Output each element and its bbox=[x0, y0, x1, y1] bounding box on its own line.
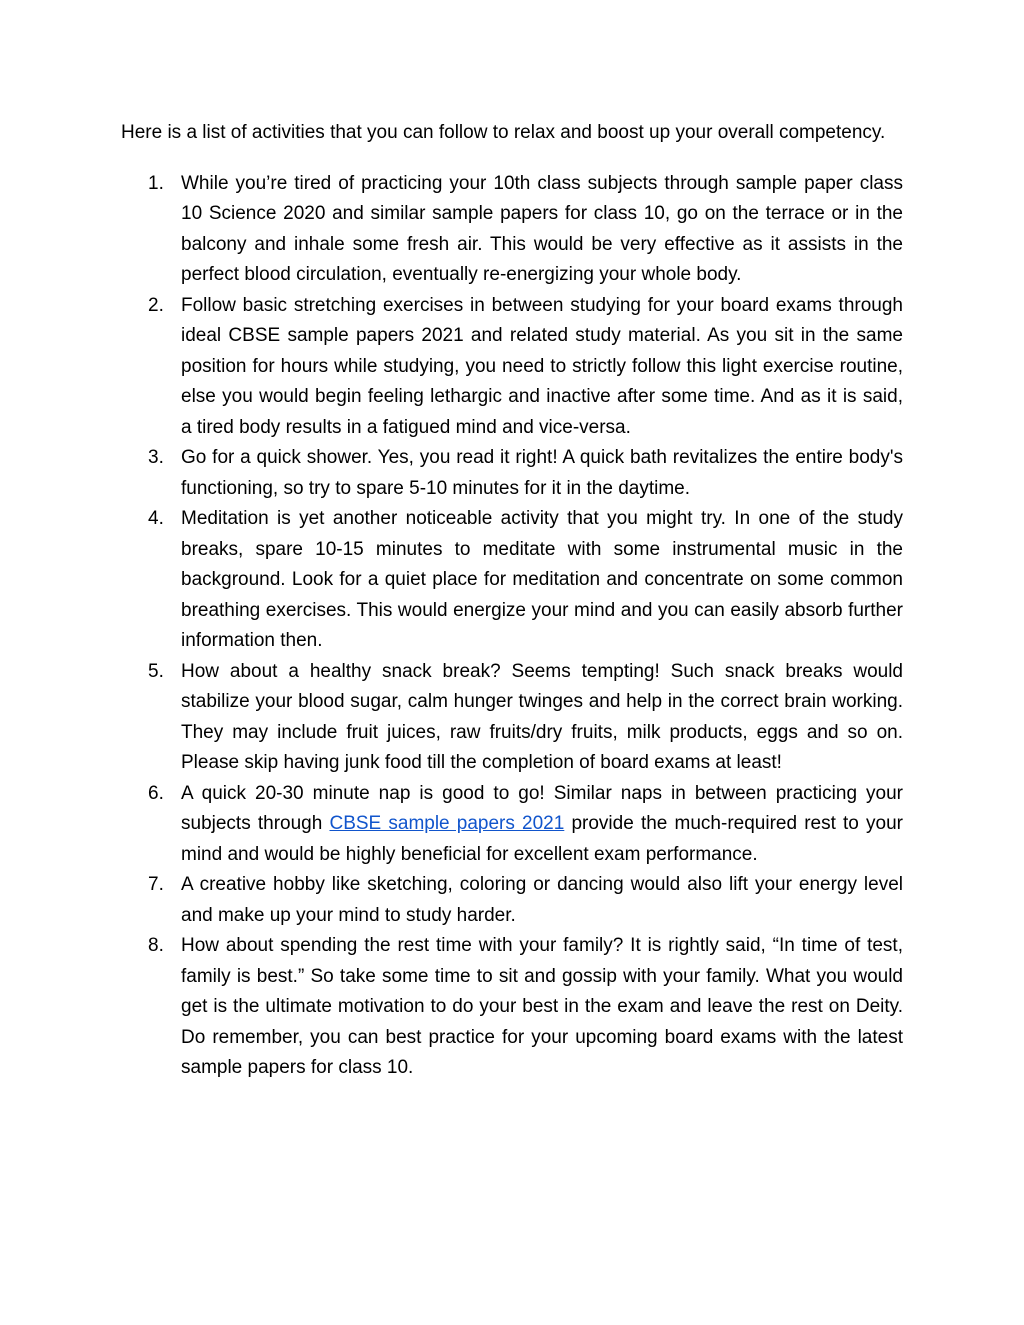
list-item-text: Follow basic stretching exercises in between studying for your board exams through ideal CBSE sample papers 2021 and related study material. As you sit in the same position for hours while studying, you need to strictly follow this light exercise routine, else you would begin feeling lethargic and inactive after some time. And as it is said, a tired body results in a fatigued mind and vice-versa. bbox=[181, 294, 903, 438]
list-item-number: 3. bbox=[148, 447, 164, 468]
list-item-number: 4. bbox=[148, 508, 164, 529]
list-item-text: How about a healthy snack break? Seems tempting! Such snack breaks would stabilize your blood sugar, calm hunger twinges and help in the correct brain working. They may include fruit juices, raw fruits/dry fruits, milk products, eggs and so on. Please skip having junk food till the completion of board exams at least! bbox=[181, 660, 903, 773]
document-body bbox=[121, 118, 903, 1084]
list-item-text: Meditation is yet another noticeable activity that you might try. In one of the study breaks, spare 10-15 minutes to meditate with some instrumental music in the background. Look for a quiet place for meditation and concentrate on some common breathing exercises. This would energize your mind and you can easily absorb further information then. bbox=[181, 508, 903, 651]
list-item-number: 7. bbox=[148, 874, 164, 895]
list-item bbox=[121, 870, 903, 931]
intro-paragraph: Here is a list of activities that you can follow to relax and boost up your overall competency. bbox=[121, 122, 886, 143]
list-item bbox=[121, 443, 903, 504]
list-item-number: 2. bbox=[148, 294, 164, 316]
list-item bbox=[121, 504, 903, 657]
list-item-text: Go for a quick shower. Yes, you read it right! A quick bath revitalizes the entire body's functioning, so try to spare 5-10 minutes for it in the daytime. bbox=[181, 447, 903, 499]
list-item-text: While you’re tired of practicing your 10th class subjects through sample paper class 10 Science 2020 and similar sample papers for class 10, go on the terrace or in the balcony and inhale some fresh air. This would be very effective as it assists in the perfect blood circulation, eventually re-energizing your whole body. bbox=[181, 172, 903, 285]
list-item-text-before-link: A quick 20-30 minute nap is good to go! Similar naps in between practicing your subjects through bbox=[181, 782, 903, 834]
list-item-text: A creative hobby like sketching, coloring or dancing would also lift your energy level and make up your mind to study harder. bbox=[181, 874, 903, 926]
list-item-number: 8. bbox=[148, 935, 164, 956]
list-item bbox=[121, 657, 903, 779]
list-item bbox=[121, 169, 903, 291]
list-item-number: 1. bbox=[148, 172, 164, 194]
list-item bbox=[121, 931, 903, 1084]
list-item bbox=[121, 779, 903, 871]
list-item-text-after-link: provide the much-required rest to your mind and would be highly beneficial for excellent exam performance. bbox=[181, 813, 903, 865]
cbse-sample-papers-link[interactable]: CBSE sample papers 2021 bbox=[329, 813, 565, 834]
list-item bbox=[121, 291, 903, 444]
activities-list bbox=[121, 169, 903, 1084]
list-item-number: 5. bbox=[148, 660, 164, 682]
list-item-text: How about spending the rest time with your family? It is rightly said, “In time of test, family is best.” So take some time to sit and gossip with your family. What you would get is the ultimate motivation to do your best in the exam and leave the rest on Deity. Do remember, you can best practice for your upcoming board exams with the latest sample papers for class 10. bbox=[181, 935, 903, 1078]
list-item-number: 6. bbox=[148, 782, 164, 804]
